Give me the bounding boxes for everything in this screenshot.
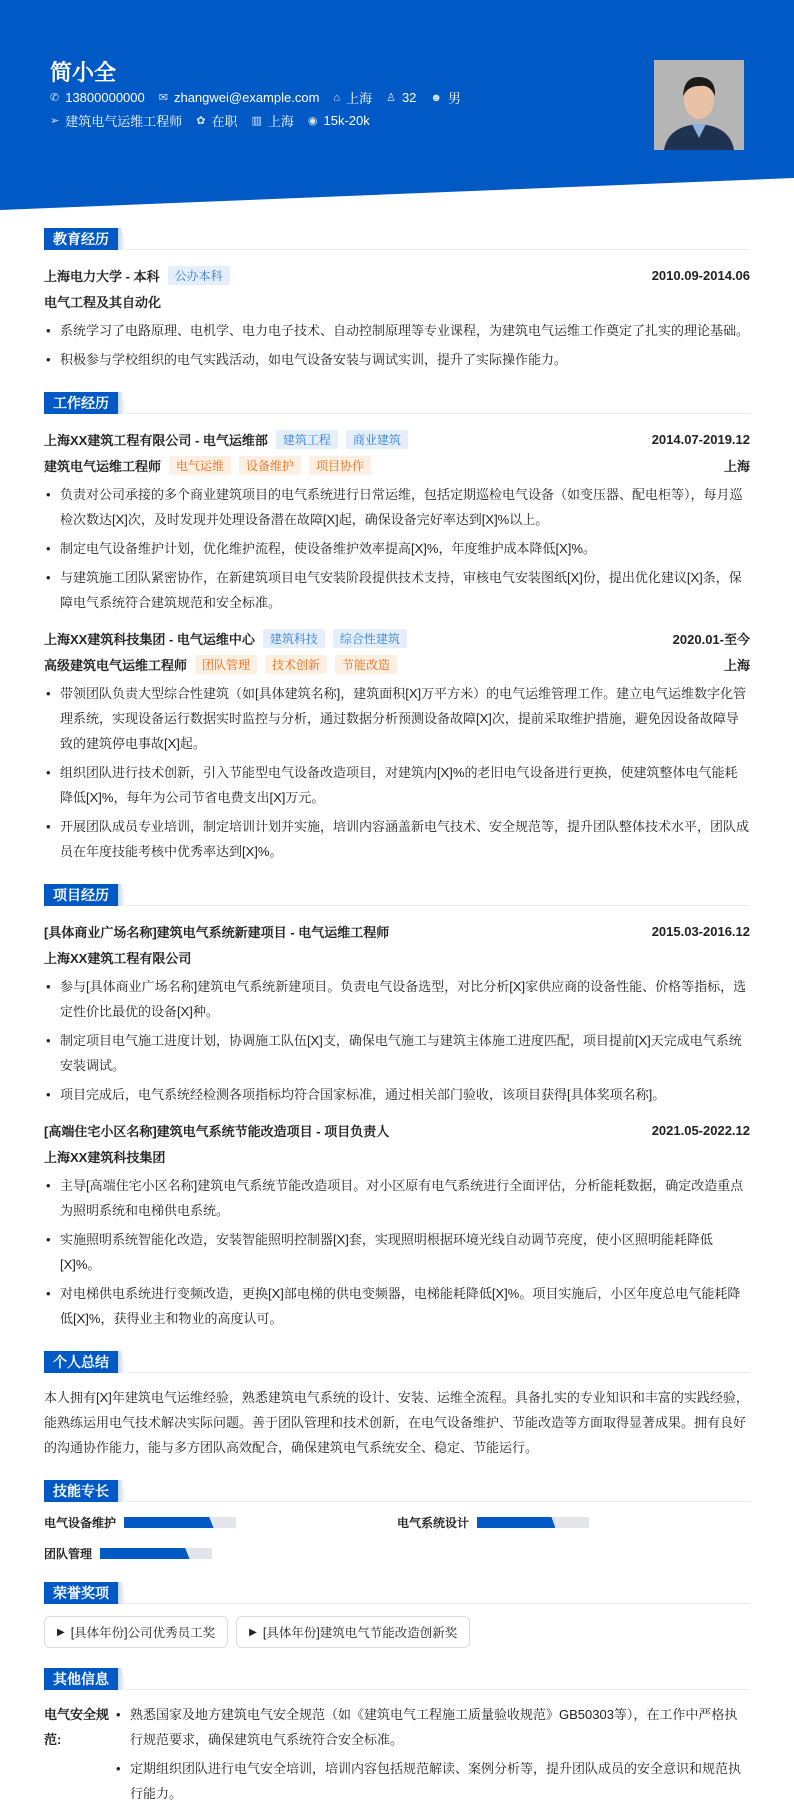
tag: 项目协作 [309, 456, 371, 475]
skill-bar [477, 1517, 589, 1528]
bullet-item: • 定期组织团队进行电气安全培训，培训内容包括规范解读、案例分析等，提升团队成员的安全意识和规范执行能力。 [114, 1756, 750, 1806]
skill-bar-fill [124, 1517, 214, 1528]
skill-bar [124, 1517, 236, 1528]
section-header [44, 1351, 750, 1373]
date: 2014.07-2019.12 [651, 431, 750, 447]
status-icon: ✿ [196, 115, 206, 127]
section-header [44, 1668, 750, 1690]
project-item [44, 1117, 750, 1331]
email: zhangwei@example.com [173, 90, 320, 105]
gender-icon: ☻ [430, 91, 442, 104]
bullet-list [44, 1173, 750, 1331]
candidate-name: 简小全 [50, 60, 117, 85]
award-list [44, 1616, 750, 1648]
bullet-list [44, 318, 750, 372]
other-item [44, 1702, 750, 1810]
skill-bar [100, 1548, 212, 1559]
bullet-list [114, 1702, 750, 1806]
bullet-item: • 与建筑施工团队紧密协作，在新建筑项目电气安装阶段提供技术支持，审核电气安装图纸[X]份，提出优化建议[X]条，保障电气系统符合建筑规范和安全标准。 [44, 565, 750, 615]
skill-item [44, 1545, 397, 1562]
section-title: 工作经历 [44, 392, 118, 414]
home-icon: ⌂ [333, 91, 341, 104]
org: 上海XX建筑科技集团 [44, 1149, 166, 1165]
company-left [44, 430, 408, 449]
other-label: 电气安全规范: [44, 1707, 110, 1747]
date: 2021.05-2022.12 [651, 1122, 750, 1138]
skill-name: 团队管理 [44, 1547, 93, 1561]
role-left [44, 655, 397, 674]
bullet-item: • 制定项目电气施工进度计划，协调施工队伍[X]支，确保电气施工与建筑主体施工进度匹配，项目提前[X]天完成电气系统安装调试。 [44, 1028, 750, 1078]
section-education [44, 228, 750, 372]
city: 上海 [346, 91, 373, 106]
edu-left [44, 266, 230, 285]
project-title: [具体商业广场名称]建筑电气系统新建项目 - 电气运维工程师 [44, 924, 390, 940]
section-header [44, 1480, 750, 1502]
age-icon: ♙ [386, 92, 396, 104]
section-header [44, 392, 750, 414]
gender: 男 [448, 91, 462, 106]
org: 上海XX建筑工程有限公司 [44, 950, 192, 966]
building-icon: ▥ [251, 115, 262, 127]
project-row [44, 1117, 750, 1143]
role-row [44, 651, 750, 677]
tag: 设备维护 [239, 456, 301, 475]
bullet-item: • 积极参与学校组织的电气实践活动，如电气设备安装与调试实训，提升了实际操作能力。 [44, 347, 750, 372]
section-work [44, 392, 750, 864]
bullet-item: • 熟悉国家及地方建筑电气安全规范（如《建筑电气工程施工质量验收规范》GB50303等），在工作中严格执行规范要求，确保建筑电气系统符合安全标准。 [114, 1702, 750, 1752]
bullet-item: • 开展团队成员专业培训，制定培训计划并实施，培训内容涵盖新电气技术、安全规范等，提升团队整体技术水平，团队成员在年度技能考核中优秀率达到[X]%。 [44, 814, 750, 864]
send-icon: ➢ [50, 115, 60, 127]
award-item [236, 1616, 470, 1648]
tag: 电气运维 [169, 456, 231, 475]
section-title: 项目经历 [44, 884, 118, 906]
target-city: 上海 [267, 114, 294, 129]
org-row [44, 944, 750, 970]
bullet-item: • 对电梯供电系统进行变频改造，更换[X]部电梯的供电变频器，电梯能耗降低[X]%。项目实施后，小区年度总电气能耗降低[X]%，获得业主和物业的高度认可。 [44, 1281, 750, 1331]
company: 上海XX建筑工程有限公司 - 电气运维部 [44, 432, 268, 448]
bullet-list [44, 974, 750, 1107]
salary-icon: ◉ [307, 115, 318, 127]
bullet-item: • 制定电气设备维护计划，优化维护流程，使设备维护效率提高[X]%，年度维护成本降低[X]%。 [44, 536, 750, 561]
major: 电气工程及其自动化 [44, 294, 162, 310]
location: 上海 [723, 657, 750, 673]
bullet-item: • 项目完成后，电气系统经检测各项指标均符合国家标准，通过相关部门验收，该项目获得[具体奖项名称]。 [44, 1082, 750, 1107]
phone-icon: ✆ [50, 92, 60, 104]
org-row [44, 1143, 750, 1169]
award-item [44, 1616, 228, 1648]
skill-item [44, 1514, 397, 1531]
section-header [44, 228, 750, 250]
age: 32 [401, 90, 417, 105]
play-icon: ▶ [249, 1626, 257, 1638]
award-text: [具体年份]建筑电气节能改造创新奖 [262, 1626, 458, 1640]
tag: 商业建筑 [346, 430, 408, 449]
job-intent-row [50, 111, 370, 130]
bullet-item: • 主导[高端住宅小区名称]建筑电气系统节能改造项目。对小区原有电气系统进行全面评估，分析能耗数据，确定改造重点为照明系统和电梯供电系统。 [44, 1173, 750, 1223]
contact-row [50, 88, 461, 107]
skills-grid [44, 1514, 750, 1562]
skill-name: 电气系统设计 [397, 1516, 470, 1530]
role: 建筑电气运维工程师 [44, 458, 162, 474]
project-item [44, 918, 750, 1107]
status: 在职 [211, 114, 238, 129]
section-title: 个人总结 [44, 1351, 118, 1373]
section-title: 教育经历 [44, 228, 118, 250]
date: 2010.09-2014.06 [651, 267, 750, 283]
role-left [44, 456, 371, 475]
company: 上海XX建筑科技集团 - 电气运维中心 [44, 631, 255, 647]
location: 上海 [723, 458, 750, 474]
project-title: [高端住宅小区名称]建筑电气系统节能改造项目 - 项目负责人 [44, 1123, 390, 1139]
tag: 建筑科技 [263, 629, 325, 648]
tag: 技术创新 [265, 655, 327, 674]
bullet-item: • 参与[具体商业广场名称]建筑电气系统新建项目。负责电气设备选型，对比分析[X]家供应商的设备性能、价格等指标，选定性价比最优的设备[X]种。 [44, 974, 750, 1024]
skill-item [397, 1514, 750, 1531]
company-row [44, 426, 750, 452]
mail-icon: ✉ [158, 92, 168, 104]
section-title: 技能专长 [44, 1480, 118, 1502]
other-body [114, 1702, 750, 1810]
section-title: 其他信息 [44, 1668, 118, 1690]
section-header [44, 884, 750, 906]
work-item [44, 426, 750, 615]
tag: 节能改造 [335, 655, 397, 674]
company-row [44, 625, 750, 651]
section-awards [44, 1582, 750, 1648]
tag: 团队管理 [195, 655, 257, 674]
section-other [44, 1668, 750, 1810]
salary: 15k-20k [323, 113, 370, 128]
resume-content [44, 228, 750, 1810]
edu-row [44, 262, 750, 288]
phone: 13800000000 [65, 90, 145, 105]
bullet-item: • 带领团队负责大型综合性建筑（如[具体建筑名称]，建筑面积[X]万平方米）的电气运维管理工作。建立电气运维数字化管理系统，实现设备运行数据实时监控与分析，通过数据分析预测设备故障[X]次，提前采取维护措施，避免因设备故障导致的建筑停电事故[X]起。 [44, 681, 750, 756]
project-row [44, 918, 750, 944]
section-header [44, 1582, 750, 1604]
skill-name: 电气设备维护 [44, 1516, 117, 1530]
avatar [654, 60, 744, 150]
major-row [44, 288, 750, 314]
award-text: [具体年份]公司优秀员工奖 [70, 1626, 216, 1640]
tag: 公办本科 [168, 266, 230, 285]
bullet-item: • 系统学习了电路原理、电机学、电力电子技术、自动控制原理等专业课程，为建筑电气运维工作奠定了扎实的理论基础。 [44, 318, 750, 343]
summary-text: 本人拥有[X]年建筑电气运维经验，熟悉建筑电气系统的设计、安装、运维全流程。具备扎实的专业知识和丰富的实践经验，能熟练运用电气技术解决实际问题。善于团队管理和技术创新，在电气设备维护、节能改造等方面取得显著成果。拥有良好的沟通协作能力，能与多方团队高效配合，确保建筑电气系统安全、稳定、节能运行。 [44, 1390, 749, 1455]
work-item [44, 625, 750, 864]
role: 高级建筑电气运维工程师 [44, 657, 188, 673]
bullet-item: • 实施照明系统智能化改造，安装智能照明控制器[X]套，实现照明根据环境光线自动调节亮度，使小区照明能耗降低[X]%。 [44, 1227, 750, 1277]
skill-bar-fill [100, 1548, 190, 1559]
bullet-item: • 组织团队进行技术创新，引入节能型电气设备改造项目，对建筑内[X]%的老旧电气设备进行更换，使建筑整体电气能耗降低[X]%，每年为公司节省电费支出[X]万元。 [44, 760, 750, 810]
position: 建筑电气运维工程师 [65, 114, 183, 129]
role-row [44, 452, 750, 478]
bullet-list [44, 681, 750, 864]
school: 上海电力大学 - 本科 [44, 268, 160, 284]
date: 2015.03-2016.12 [651, 923, 750, 939]
tag: 综合性建筑 [333, 629, 407, 648]
tag: 建筑工程 [276, 430, 338, 449]
date: 2020.01-至今 [672, 631, 750, 647]
section-projects [44, 884, 750, 1331]
play-icon: ▶ [57, 1626, 65, 1638]
company-left [44, 629, 407, 648]
section-summary [44, 1351, 750, 1460]
bullet-item: • 负责对公司承接的多个商业建筑项目的电气系统进行日常运维，包括定期巡检电气设备（如变压器、配电柜等），每月巡检次数达[X]次，及时发现并处理设备潜在故障[X]起，确保设备完好率达到[X]%以上。 [44, 482, 750, 532]
bullet-list [44, 482, 750, 615]
section-skills [44, 1480, 750, 1562]
section-title: 荣誉奖项 [44, 1582, 118, 1604]
skill-bar-fill [477, 1517, 555, 1528]
